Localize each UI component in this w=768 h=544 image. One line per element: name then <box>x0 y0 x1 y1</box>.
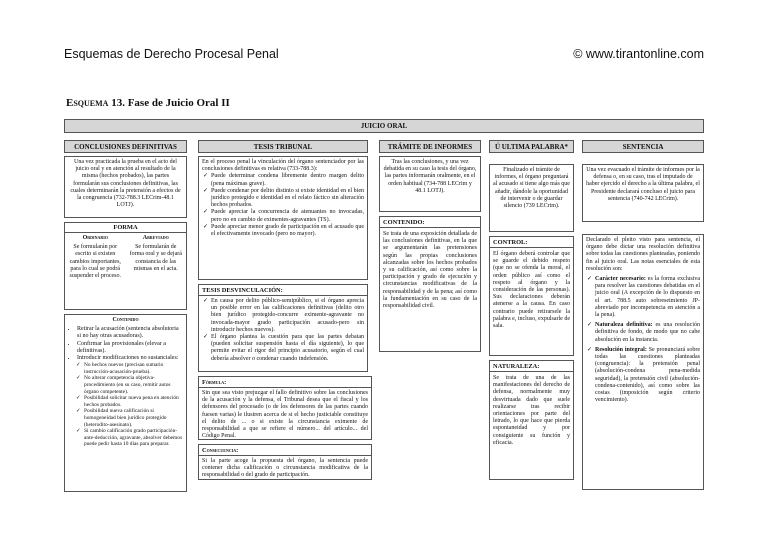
list-item <box>595 276 700 319</box>
desvinculacion-box <box>198 284 368 372</box>
sentencia-notas-list <box>586 276 700 404</box>
list-item <box>595 322 700 344</box>
formula-title: Fórmula: <box>199 379 371 388</box>
list-item: • Confirmar las provisionales (elevar a definitivas). <box>77 341 183 355</box>
nota-label: Naturaleza definitiva: <box>595 322 653 329</box>
sentencia-intro-text: Una vez evacuado el trámite de informes por la defensa o, en su caso, tras el imputado de haber ejercido el derecho a la última palabra, el Presidente declarará concluso el juicio para sentencia (740-742 LECrim). <box>586 167 700 202</box>
juicio-oral-bar: JUICIO ORAL <box>64 119 704 133</box>
control-box <box>489 236 574 356</box>
nota-label: Resolución integral: <box>595 346 647 353</box>
ultima-palabra-intro-text: Finalizado el trámite de informes, el órgano preguntará al acusado si tiene algo más que añadir, dándole la oportunidad de intervenir o de guardar silencio (739 LECrim). <box>493 167 570 210</box>
list-item: ✓ No hechos nuevos (precisan sumario instrucción-acusación-prueba). <box>84 362 183 375</box>
conclusiones-header: CONCLUSIONES DEFINITIVAS <box>64 140 187 153</box>
conclusiones-intro-box <box>64 156 187 218</box>
contenido-sublist <box>68 362 183 448</box>
tesis-tribunal-header: TESIS TRIBUNAL <box>198 140 368 153</box>
contenido-title: Contenido <box>112 317 139 323</box>
list-item: ✓ Si cambio calificación grado participación-ante-deducción, agravante, absolver debemos puede pedir hasta 10 días para preparar. <box>84 428 183 448</box>
scheme-title <box>66 97 230 109</box>
informes-contenido-text: Se trata de una exposición detallada de las conclusiones definitivas, en la que se argumentarán las pretensiones según las propias conclusiones alcanzadas sobre los hechos probados y su calificación, así como sobre la participación y grado de ejecución y circunstancias modificativas de la responsabilidad y de la pena; así como la fundamentación en su caso de la responsabilidad civil. <box>383 231 477 310</box>
forma-box <box>64 222 187 310</box>
list-item: • Retirar la acusación (sentencia absolutoria si no hay otras acusadoras). <box>77 326 183 340</box>
list-item: ✓ Puede apreciar menor grado de participación en el acusado que el efectivamente invocado (pero no mayor). <box>211 224 364 238</box>
sentencia-header: SENTENCIA <box>582 140 704 153</box>
formula-text: Sin que sea visto prejuzgar el fallo definitivo sobre las conclusiones de la acusación y la defensa, el Tribunal desea que el fiscal y los defensores del procesado (o de los defensores de las partes cuando fuesen varias) le ilustren acerca de si el hecho justiciable constituye el delito de ... o si existe la circunstancia eximente de responsabilidad a que se refiere el número... del artículo... del Código Penal. <box>202 390 368 440</box>
tesis-intro-text: En el proceso penal la vinculación del órgano sentenciador por las conclusiones definitivas es relativa (733-788.3): <box>202 159 364 173</box>
list-item: ✓ El órgano plantea la cuestión para que las partes debatan (pueden solicitar suspensión hasta el día siguiente), lo que permite evitar el rigor del principio acusatorio, según el cual debería absolver o condenar cuando indefensión. <box>211 334 364 363</box>
sentencia-intro-box <box>582 164 704 222</box>
list-item: ✓ Puede condenar por delito distinto si existe identidad en el bien jurídico protegido e identidad en el relato fáctico sin alteración hechos probados. <box>211 188 364 210</box>
formula-box <box>198 376 372 440</box>
control-text: El órgano deberá controlar que se guarde el debido respeto (que no se ofenda la moral, el orden público así como el respeto al órgano y la consideración de las personas). Sus declaraciones deberán atenerse a la causa. En caso contrario puede retirarsele la palabra e, incluso, expulsarle de sala. <box>493 251 570 330</box>
scheme-title-prefix: Esquema 13. <box>66 97 125 109</box>
list-item: ✓ Puede determinar condena libremente dentro margen delito (pena máximas grave). <box>211 173 364 187</box>
consecuencia-text: Si la parte acoge la propuesta del órgano, la sentencia puede contener dicha calificación o circunstancia modificativa de la responsabilidad o del grado de participación. <box>202 458 368 479</box>
nota-text: Se pronunciará sobre todas las cuestiones planteadas (congruencia): la pretensión penal (absolución-condena pena-medida seguridad), la pretensión civil (absolución-condena-contenido), así como sobre las costas (imposición según criterio vencimiento). <box>595 346 701 404</box>
page-header-left: Esquemas de Derecho Procesal Penal <box>64 47 279 61</box>
consecuencia-box <box>198 444 372 480</box>
tesis-tribunal-box <box>198 156 368 280</box>
sentencia-notas-box <box>582 234 704 490</box>
page-header-right: © www.tirantonline.com <box>573 47 704 61</box>
ultima-palabra-intro-box <box>489 164 574 232</box>
control-title: CONTROL: <box>490 239 573 248</box>
abreviado-section <box>126 235 185 280</box>
ordinario-section <box>67 235 126 280</box>
informes-intro-text: Tras las conclusiones, y una vez debatida en su caso la tesis del órgano, las partes informarán oralmente, en el orden habitual (734-788 LECrim y 48.1 LOTJ). <box>383 159 477 194</box>
nota-text: es una resolución definitiva de fondo, de modo que no cabe absolución en la instancia. <box>595 322 700 343</box>
list-item: ✓ Puede apreciar la concurrencia de atenuantes no invocadas, pero no en cambio de eximentes-agravantes (TS). <box>211 209 364 223</box>
desvinculacion-title: TESIS DESVINCULACIÓN: <box>199 287 367 296</box>
informes-header: TRÁMITE DE INFORMES <box>379 140 481 153</box>
list-item: ✓ En causa por delito público-semipúblico, si el órgano aprecia un posible error en las calificaciones definitivas (delito otro bien jurídico protegido-concurre eximente-agravante no invocada-mayor grado participación acusado-pero sin introducir hechos nuevos). <box>211 298 364 334</box>
list-item: ✓ Posibilidad solicitar nueva pena en atención hechos probados. <box>84 395 183 408</box>
list-item <box>595 347 700 405</box>
contenido-list <box>68 326 183 362</box>
ordinario-label: Ordinario <box>82 235 108 241</box>
list-item: ✓ No alterar competencia objetiva-procedimiento (en su caso, remitir autos órgano competente). <box>84 375 183 395</box>
naturaleza-text: Se trata de una de las manifestaciones del derecho de defensa, normalmente muy desvirtuada dado que suele realizarse tras recibir orientaciones por parte del letrado, lo que hace que pierda espontaneidad y por consiguiente su función y eficacia. <box>493 375 570 446</box>
sentencia-notas-intro: Declarado el pleito visto para sentencia, el órgano debe dictar una resolución definitiva sobre todas las cuestiones planteadas, poniendo fin al juicio oral. Las notas esenciales de esta resolución son: <box>586 237 700 272</box>
ultima-palabra-header: Ú ULTIMA PALABRA* <box>489 140 574 153</box>
conclusiones-intro-text: Una vez practicada la prueba en el acto del juicio oral y en atención al resultado de la misma (hechos probados), las partes formularán sus conclusiones definitivas, las cuales determinarán la pretensión a efectos de la congruencia (732-788.3 LECrim-48.1 LOTJ). <box>70 159 181 209</box>
informes-contenido-title: CONTENIDO: <box>380 219 480 228</box>
ordinario-text: Se formularán por escrito si existen cambios importantes, para lo cual se podrá suspender el proceso. <box>69 244 121 280</box>
list-item: • Introducir modificaciones no sustanciales: <box>77 355 183 362</box>
nota-text: es la forma exclusiva para resolver las cuestiones debatidas en el juicio oral (A excepción de lo dispuesto en el art. 788.5 auto sobreseimiento JP-abreviado por incompetencia en atención a la pena). <box>595 276 700 319</box>
informes-contenido-box <box>379 216 481 352</box>
naturaleza-box <box>489 360 574 480</box>
naturaleza-title: NATURALEZA: <box>490 363 573 372</box>
tesis-list <box>202 173 364 238</box>
nota-label: Carácter necesario: <box>595 276 646 283</box>
forma-title: FORMA <box>65 223 186 233</box>
abreviado-text: Se formularán de forma oral y se dejará constancia de las mismas en el acta. <box>129 244 182 272</box>
abreviado-label: Abreviado <box>142 235 169 241</box>
informes-intro-box <box>379 156 481 212</box>
consecuencia-title: Consecuencia: <box>199 447 371 456</box>
scheme-title-text: Fase de Juicio Oral II <box>127 97 230 109</box>
contenido-box <box>64 314 187 492</box>
list-item: ✓ Posibilidad nueva calificación si homogeneidad bien jurídico protegido (heterodito-asesinato). <box>84 408 183 428</box>
desvinculacion-list <box>202 298 364 363</box>
